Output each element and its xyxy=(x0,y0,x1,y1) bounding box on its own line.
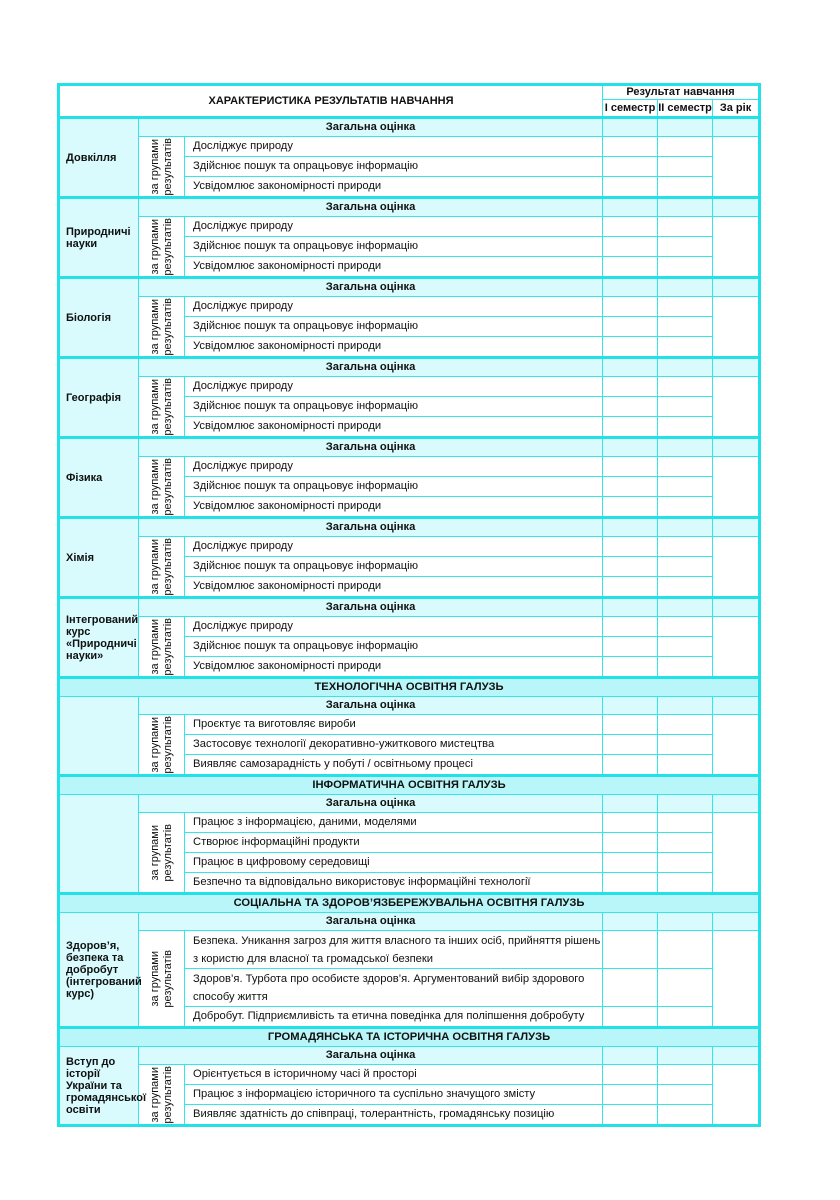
result-description: Безпека. Уникання загроз для життя власного та інших осіб, прийняття рішень з користю для власної та громадської безпеки xyxy=(185,931,603,969)
general-row xyxy=(59,358,760,377)
result-description: Досліджує природу xyxy=(185,137,603,157)
grade-cell-year[interactable] xyxy=(713,217,760,278)
section-header-row xyxy=(59,776,760,795)
subject-label: Здоров’я, безпека та добробут (інтегрований курс) xyxy=(59,913,139,1028)
grade-cell-sem1[interactable] xyxy=(603,417,658,438)
group-label-line2: результатів xyxy=(161,457,174,516)
grade-cell-sem1[interactable] xyxy=(603,137,658,157)
result-row xyxy=(59,137,760,157)
grade-cell-sem2[interactable] xyxy=(658,715,713,735)
grade-cell-year[interactable] xyxy=(713,1065,760,1126)
group-label xyxy=(139,537,185,598)
grade-cell-sem1[interactable] xyxy=(603,1065,658,1085)
result-row xyxy=(59,297,760,317)
grade-cell-sem2[interactable] xyxy=(658,217,713,237)
result-description: Здоров’я. Турбота про особисте здоров’я. Аргументований вибір здорового способу життя xyxy=(185,969,603,1007)
result-description: Здійснює пошук та опрацьовує інформацію xyxy=(185,317,603,337)
grade-cell-sem2[interactable] xyxy=(658,497,713,518)
grade-cell-sem1[interactable] xyxy=(603,317,658,337)
grade-cell-year[interactable] xyxy=(713,297,760,358)
general-row xyxy=(59,913,760,931)
grade-cell-sem1[interactable] xyxy=(603,795,658,813)
grade-cell-sem2[interactable] xyxy=(658,657,713,678)
grade-cell-sem1[interactable] xyxy=(603,237,658,257)
result-row xyxy=(59,813,760,833)
group-label xyxy=(139,931,185,1028)
grade-cell-year[interactable] xyxy=(713,795,760,813)
result-description: Досліджує природу xyxy=(185,457,603,477)
subject-label: Вступ до історії України та громадянської освіти xyxy=(59,1047,139,1126)
section-title: ГРОМАДЯНСЬКА ТА ІСТОРИЧНА ОСВІТНЯ ГАЛУЗЬ xyxy=(59,1028,760,1047)
section-title: ТЕХНОЛОГІЧНА ОСВІТНЯ ГАЛУЗЬ xyxy=(59,678,760,697)
general-row xyxy=(59,697,760,715)
result-row xyxy=(59,537,760,557)
grade-cell-sem1[interactable] xyxy=(603,853,658,873)
general-row xyxy=(59,795,760,813)
grade-cell-year[interactable] xyxy=(713,198,760,217)
grade-cell-year[interactable] xyxy=(713,137,760,198)
grade-cell-sem2[interactable] xyxy=(658,278,713,297)
result-description: Добробут. Підприємливість та етична поведінка для поліпшення добробуту xyxy=(185,1007,603,1028)
grade-cell-sem2[interactable] xyxy=(658,1047,713,1065)
grade-cell-sem1[interactable] xyxy=(603,715,658,735)
result-description: Створює інформаційні продукти xyxy=(185,833,603,853)
grade-cell-sem1[interactable] xyxy=(603,297,658,317)
grade-cell-sem1[interactable] xyxy=(603,873,658,894)
general-assessment-label: Загальна оцінка xyxy=(139,795,603,813)
general-row xyxy=(59,438,760,457)
subject-label: Природничі науки xyxy=(59,198,139,278)
subject-label: Біологія xyxy=(59,278,139,358)
grade-cell-sem2[interactable] xyxy=(658,518,713,537)
grade-cell-sem1[interactable] xyxy=(603,755,658,776)
grade-cell-sem1[interactable] xyxy=(603,257,658,278)
general-assessment-label: Загальна оцінка xyxy=(139,518,603,537)
grade-cell-sem1[interactable] xyxy=(603,637,658,657)
grade-cell-sem1[interactable] xyxy=(603,358,658,377)
grade-cell-sem1[interactable] xyxy=(603,477,658,497)
group-label-line1: за групами xyxy=(148,618,161,675)
group-label-line1: за групами xyxy=(148,458,161,515)
subject-label xyxy=(59,795,139,894)
grade-cell-sem1[interactable] xyxy=(603,157,658,177)
grade-cell-year[interactable] xyxy=(713,457,760,518)
general-assessment-label: Загальна оцінка xyxy=(139,697,603,715)
grade-cell-sem1[interactable] xyxy=(603,697,658,715)
grade-cell-sem2[interactable] xyxy=(658,755,713,776)
group-label-line1: за групами xyxy=(148,298,161,355)
result-row xyxy=(59,617,760,637)
group-label xyxy=(139,715,185,776)
result-row xyxy=(59,377,760,397)
grade-cell-sem1[interactable] xyxy=(603,617,658,637)
grade-cell-year[interactable] xyxy=(713,598,760,617)
table-body xyxy=(59,118,760,1126)
grade-cell-sem1[interactable] xyxy=(603,278,658,297)
grade-cell-sem2[interactable] xyxy=(658,137,713,157)
grade-cell-sem1[interactable] xyxy=(603,118,658,137)
grade-cell-sem2[interactable] xyxy=(658,617,713,637)
grade-cell-sem1[interactable] xyxy=(603,177,658,198)
result-description: Здійснює пошук та опрацьовує інформацію xyxy=(185,237,603,257)
grade-cell-year[interactable] xyxy=(713,278,760,297)
grade-cell-sem2[interactable] xyxy=(658,969,713,1007)
grade-cell-sem1[interactable] xyxy=(603,931,658,969)
grade-cell-sem1[interactable] xyxy=(603,457,658,477)
grade-cell-sem1[interactable] xyxy=(603,397,658,417)
grade-cell-sem1[interactable] xyxy=(603,537,658,557)
grade-cell-sem1[interactable] xyxy=(603,1047,658,1065)
grade-cell-sem1[interactable] xyxy=(603,217,658,237)
grade-cell-year[interactable] xyxy=(713,913,760,931)
result-row xyxy=(59,217,760,237)
section-header-row xyxy=(59,894,760,913)
result-description: Досліджує природу xyxy=(185,217,603,237)
grade-cell-year[interactable] xyxy=(713,438,760,457)
grade-cell-sem2[interactable] xyxy=(658,118,713,137)
result-description: Виявляє самозарадність у побуті / освітньому процесі xyxy=(185,755,603,776)
subject-label xyxy=(59,697,139,776)
grade-cell-sem2[interactable] xyxy=(658,358,713,377)
result-description: Здійснює пошук та опрацьовує інформацію xyxy=(185,477,603,497)
result-description: Усвідомлює закономірності природи xyxy=(185,497,603,518)
grade-cell-year[interactable] xyxy=(713,697,760,715)
result-description: Працює з інформацією, даними, моделями xyxy=(185,813,603,833)
result-description: Досліджує природу xyxy=(185,377,603,397)
grade-cell-sem2[interactable] xyxy=(658,735,713,755)
group-label xyxy=(139,217,185,278)
grade-cell-sem2[interactable] xyxy=(658,438,713,457)
section-title: СОЦІАЛЬНА ТА ЗДОРОВ’ЯЗБЕРЕЖУВАЛЬНА ОСВІТНЯ ГАЛУЗЬ xyxy=(59,894,760,913)
general-assessment-label: Загальна оцінка xyxy=(139,1047,603,1065)
result-description: Працює в цифровому середовищі xyxy=(185,853,603,873)
result-row xyxy=(59,931,760,969)
subject-label: Географія xyxy=(59,358,139,438)
grade-cell-year[interactable] xyxy=(713,518,760,537)
grade-cell-year[interactable] xyxy=(713,1047,760,1065)
grade-cell-year[interactable] xyxy=(713,377,760,438)
results-sheet xyxy=(57,83,758,1127)
group-label-line2: результатів xyxy=(161,217,174,276)
grade-cell-year[interactable] xyxy=(713,617,760,678)
grade-cell-year[interactable] xyxy=(713,931,760,1028)
group-label-line1: за групами xyxy=(148,950,161,1007)
grade-cell-year[interactable] xyxy=(713,118,760,137)
general-row xyxy=(59,198,760,217)
grade-cell-year[interactable] xyxy=(713,358,760,377)
grade-cell-year[interactable] xyxy=(713,813,760,894)
grade-cell-sem2[interactable] xyxy=(658,397,713,417)
group-label xyxy=(139,457,185,518)
result-description: Орієнтується в історичному часі й просторі xyxy=(185,1065,603,1085)
general-row xyxy=(59,118,760,137)
result-description: Досліджує природу xyxy=(185,537,603,557)
group-label-line2: результатів xyxy=(161,537,174,596)
result-description: Безпечно та відповідально використовує інформаційні технології xyxy=(185,873,603,894)
col-semester-1: І семестр xyxy=(603,100,658,118)
grade-cell-sem2[interactable] xyxy=(658,337,713,358)
group-label-line2: результатів xyxy=(161,377,174,436)
grade-cell-sem2[interactable] xyxy=(658,297,713,317)
grade-cell-sem2[interactable] xyxy=(658,237,713,257)
grade-cell-sem2[interactable] xyxy=(658,1065,713,1085)
grade-cell-sem1[interactable] xyxy=(603,1085,658,1105)
group-label-line2: результатів xyxy=(161,617,174,676)
grade-cell-sem2[interactable] xyxy=(658,257,713,278)
grade-cell-sem2[interactable] xyxy=(658,1085,713,1105)
grade-cell-sem1[interactable] xyxy=(603,337,658,358)
group-label-line1: за групами xyxy=(148,824,161,881)
result-description: Застосовує технології декоративно-ужиткового мистецтва xyxy=(185,735,603,755)
grade-cell-sem1[interactable] xyxy=(603,833,658,853)
general-assessment-label: Загальна оцінка xyxy=(139,358,603,377)
group-label-line1: за групами xyxy=(148,1066,161,1123)
grade-cell-sem2[interactable] xyxy=(658,813,713,833)
grade-cell-sem1[interactable] xyxy=(603,577,658,598)
group-label-line2: результатів xyxy=(161,823,174,882)
grade-cell-sem2[interactable] xyxy=(658,417,713,438)
general-assessment-label: Загальна оцінка xyxy=(139,198,603,217)
general-row xyxy=(59,1047,760,1065)
group-label xyxy=(139,377,185,438)
grade-cell-sem1[interactable] xyxy=(603,813,658,833)
grade-cell-sem2[interactable] xyxy=(658,537,713,557)
grade-cell-sem2[interactable] xyxy=(658,317,713,337)
result-description: Усвідомлює закономірності природи xyxy=(185,657,603,678)
grade-cell-sem1[interactable] xyxy=(603,377,658,397)
result-row xyxy=(59,1065,760,1085)
grade-cell-sem2[interactable] xyxy=(658,697,713,715)
group-label xyxy=(139,617,185,678)
result-description: Усвідомлює закономірності природи xyxy=(185,257,603,278)
general-assessment-label: Загальна оцінка xyxy=(139,598,603,617)
result-description: Здійснює пошук та опрацьовує інформацію xyxy=(185,157,603,177)
result-row xyxy=(59,457,760,477)
grade-cell-sem2[interactable] xyxy=(658,1105,713,1126)
grade-cell-sem1[interactable] xyxy=(603,438,658,457)
result-description: Досліджує природу xyxy=(185,297,603,317)
result-description: Проєктує та виготовляє вироби xyxy=(185,715,603,735)
general-row xyxy=(59,518,760,537)
group-label xyxy=(139,813,185,894)
grade-cell-year[interactable] xyxy=(713,537,760,598)
col-year: За рік xyxy=(713,100,760,118)
result-description: Усвідомлює закономірності природи xyxy=(185,337,603,358)
grade-cell-sem2[interactable] xyxy=(658,377,713,397)
grade-cell-sem2[interactable] xyxy=(658,873,713,894)
grade-cell-sem2[interactable] xyxy=(658,913,713,931)
general-assessment-label: Загальна оцінка xyxy=(139,438,603,457)
grade-cell-sem1[interactable] xyxy=(603,497,658,518)
grade-cell-sem2[interactable] xyxy=(658,157,713,177)
grade-cell-sem1[interactable] xyxy=(603,598,658,617)
group-label-line1: за групами xyxy=(148,378,161,435)
grade-cell-sem2[interactable] xyxy=(658,557,713,577)
grade-cell-sem2[interactable] xyxy=(658,853,713,873)
group-label xyxy=(139,297,185,358)
group-label xyxy=(139,137,185,198)
grade-cell-sem2[interactable] xyxy=(658,177,713,198)
result-description: Виявляє здатність до співпраці, толерантність, громадянську позицію xyxy=(185,1105,603,1126)
result-description: Працює з інформацією історичного та суспільно значущого змісту xyxy=(185,1085,603,1105)
group-label-line2: результатів xyxy=(161,297,174,356)
grade-cell-year[interactable] xyxy=(713,715,760,776)
general-row xyxy=(59,598,760,617)
group-label-line2: результатів xyxy=(161,949,174,1008)
grade-cell-sem1[interactable] xyxy=(603,198,658,217)
subject-label: Інтегрований курс «Природничі науки» xyxy=(59,598,139,678)
table-title: ХАРАКТЕРИСТИКА РЕЗУЛЬТАТІВ НАВЧАННЯ xyxy=(59,85,603,118)
grade-cell-sem2[interactable] xyxy=(658,457,713,477)
section-header-row xyxy=(59,1028,760,1047)
grade-cell-sem2[interactable] xyxy=(658,198,713,217)
subject-label: Фізика xyxy=(59,438,139,518)
grade-cell-sem2[interactable] xyxy=(658,477,713,497)
general-assessment-label: Загальна оцінка xyxy=(139,118,603,137)
col-semester-2: ІІ семестр xyxy=(658,100,713,118)
grade-cell-sem2[interactable] xyxy=(658,931,713,969)
grade-cell-sem1[interactable] xyxy=(603,913,658,931)
grade-cell-sem1[interactable] xyxy=(603,735,658,755)
group-label-line1: за групами xyxy=(148,716,161,773)
general-assessment-label: Загальна оцінка xyxy=(139,278,603,297)
result-row xyxy=(59,715,760,735)
grade-cell-sem2[interactable] xyxy=(658,598,713,617)
grade-cell-sem1[interactable] xyxy=(603,657,658,678)
grade-cell-sem1[interactable] xyxy=(603,969,658,1007)
grade-cell-sem2[interactable] xyxy=(658,637,713,657)
result-description: Здійснює пошук та опрацьовує інформацію xyxy=(185,637,603,657)
grade-cell-sem1[interactable] xyxy=(603,557,658,577)
result-description: Усвідомлює закономірності природи xyxy=(185,577,603,598)
subject-label: Довкілля xyxy=(59,118,139,198)
grade-cell-sem2[interactable] xyxy=(658,833,713,853)
group-label-line1: за групами xyxy=(148,538,161,595)
general-row xyxy=(59,278,760,297)
group-label-line1: за групами xyxy=(148,218,161,275)
result-description: Усвідомлює закономірності природи xyxy=(185,177,603,198)
section-header-row xyxy=(59,678,760,697)
result-description: Досліджує природу xyxy=(185,617,603,637)
result-header: Результат навчання xyxy=(603,85,760,100)
grade-cell-sem2[interactable] xyxy=(658,795,713,813)
group-label-line1: за групами xyxy=(148,138,161,195)
grade-cell-sem2[interactable] xyxy=(658,577,713,598)
result-description: Здійснює пошук та опрацьовує інформацію xyxy=(185,397,603,417)
grade-cell-sem1[interactable] xyxy=(603,518,658,537)
grade-cell-sem2[interactable] xyxy=(658,1007,713,1028)
result-description: Здійснює пошук та опрацьовує інформацію xyxy=(185,557,603,577)
subject-label: Хімія xyxy=(59,518,139,598)
group-label-line2: результатів xyxy=(161,137,174,196)
result-description: Усвідомлює закономірності природи xyxy=(185,417,603,438)
section-title: ІНФОРМАТИЧНА ОСВІТНЯ ГАЛУЗЬ xyxy=(59,776,760,795)
group-label-line2: результатів xyxy=(161,1065,174,1124)
grade-cell-sem1[interactable] xyxy=(603,1105,658,1126)
group-label-line2: результатів xyxy=(161,715,174,774)
results-table xyxy=(57,83,761,1127)
general-assessment-label: Загальна оцінка xyxy=(139,913,603,931)
grade-cell-sem1[interactable] xyxy=(603,1007,658,1028)
